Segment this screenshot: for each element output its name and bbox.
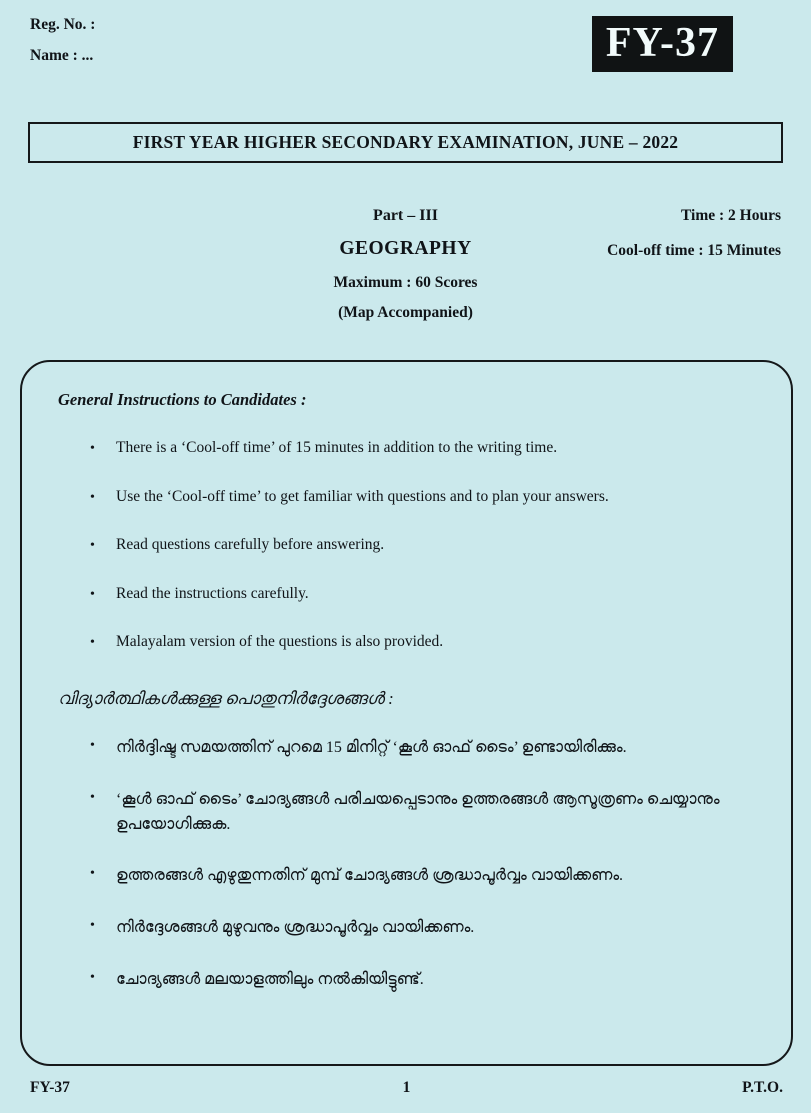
instruction-item-malayalam xyxy=(58,864,761,889)
bullet-icon xyxy=(90,536,116,556)
instruction-item-english xyxy=(58,488,761,508)
cooloff-label: Cool-off time : 15 Minutes xyxy=(607,242,781,259)
part-label: Part – III xyxy=(373,207,438,224)
candidate-fields xyxy=(30,16,95,65)
pto-label: P.T.O. xyxy=(742,1079,783,1096)
footer-paper-code: FY-37 xyxy=(30,1079,70,1096)
instruction-text: Malayalam version of the questions is also provided. xyxy=(116,633,444,651)
instructions-heading-english: General Instructions to Candidates : xyxy=(58,390,307,409)
page-header xyxy=(0,0,811,72)
instruction-item-malayalam xyxy=(58,788,761,838)
instruction-item-malayalam xyxy=(58,736,761,761)
paper-code-badge: FY-37 xyxy=(592,16,733,72)
instruction-text: ‘കൂൾ ഓഫ് ടൈം’ ചോദ്യങ്ങൾ പരിചയപ്പെടാനും ഉത്തരങ്ങൾ ആസൂത്രണം ചെയ്യാനും ഉപയോഗിക്കുക. xyxy=(116,790,720,833)
instruction-text: There is a ‘Cool-off time’ of 15 minutes in addition to the writing time. xyxy=(116,439,558,456)
bullet-icon xyxy=(90,439,116,459)
instruction-item-malayalam xyxy=(58,968,761,993)
subject-title: GEOGRAPHY xyxy=(339,238,472,259)
instruction-item-english xyxy=(58,536,761,556)
instruction-item-malayalam xyxy=(58,916,761,941)
bullet-icon xyxy=(90,968,116,988)
bullet-icon xyxy=(90,864,116,884)
instruction-item-english xyxy=(58,633,761,653)
instruction-text: Read the instructions carefully. xyxy=(116,584,309,602)
bullet-icon xyxy=(90,488,116,508)
page-number: 1 xyxy=(402,1079,411,1096)
time-label: Time : 2 Hours xyxy=(680,207,781,224)
bullet-icon xyxy=(90,633,116,653)
instructions-heading-malayalam: വിദ്യാർത്ഥികൾക്കുള്ള പൊതുനിർദ്ദേശങ്ങൾ : xyxy=(58,688,394,708)
instruction-item-english xyxy=(58,585,761,605)
page-footer xyxy=(30,1079,783,1097)
instruction-text: ഉത്തരങ്ങൾ എഴുതുന്നതിന് മുമ്പ് ചോദ്യങ്ങൾ ശ്രദ്ധാപൂർവ്വം വായിക്കണം. xyxy=(116,867,624,885)
reg-no-label: Reg. No. : xyxy=(30,16,96,33)
bullet-icon xyxy=(90,788,116,808)
instruction-text: നിർദ്ദേശങ്ങൾ മുഴുവനും ശ്രദ്ധാപൂർവ്വം വായിക്കണം. xyxy=(116,919,475,937)
instruction-text: നിർദ്ദിഷ്ട സമയത്തിന് പുറമെ 15 മിനിറ്റ് ‘കൂൾ ഓഫ് ടൈം’ ഉണ്ടായിരിക്കും. xyxy=(116,738,627,756)
bullet-icon xyxy=(90,916,116,936)
maximum-score-label: Maximum : 60 Scores xyxy=(333,274,478,291)
instruction-text: Read questions carefully before answering. xyxy=(116,536,385,554)
map-accompanied-note: (Map Accompanied) xyxy=(338,304,473,321)
exam-title: FIRST YEAR HIGHER SECONDARY EXAMINATION, JUNE – 2022 xyxy=(28,122,783,163)
name-label: Name : ... xyxy=(30,47,94,64)
instruction-item-english xyxy=(58,439,761,459)
bullet-icon xyxy=(90,736,116,756)
instruction-text: Use the ‘Cool-off time’ to get familiar with questions and to plan your answers. xyxy=(116,487,609,505)
exam-meta-right xyxy=(607,207,781,260)
bullet-icon xyxy=(90,585,116,605)
exam-meta xyxy=(0,207,811,322)
general-instructions-box xyxy=(20,360,793,1066)
instruction-text: ചോദ്യങ്ങൾ മലയാളത്തിലും നൽകിയിട്ടുണ്ട്. xyxy=(116,970,424,988)
